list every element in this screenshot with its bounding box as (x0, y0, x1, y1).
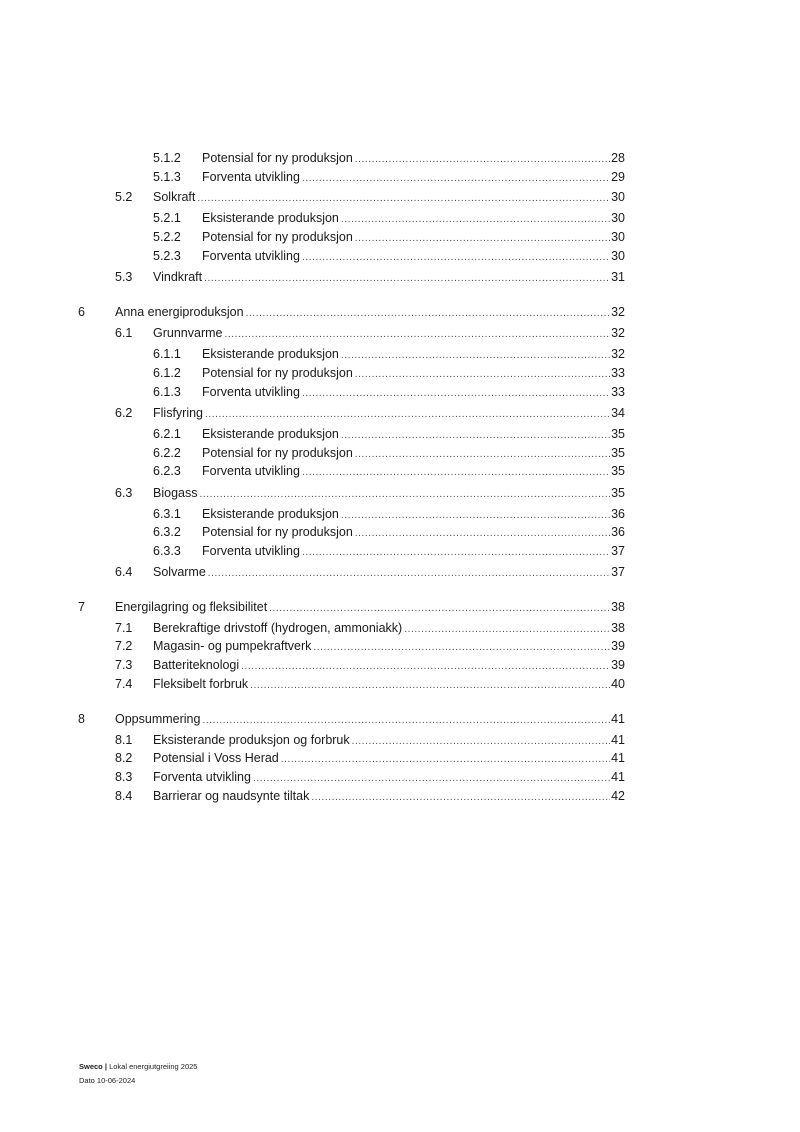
dot-leader (204, 271, 610, 287)
toc-entry[interactable] (153, 365, 625, 383)
toc-page: 30 (611, 230, 625, 244)
toc-entry[interactable] (115, 732, 625, 750)
toc-title: Eksisterande produksjon (202, 507, 339, 521)
toc-page: 31 (611, 270, 625, 284)
footer-document-line (79, 1062, 197, 1072)
toc-number: 6.1.1 (153, 347, 181, 361)
toc-page: 33 (611, 366, 625, 380)
toc-number: 6.3.2 (153, 525, 181, 539)
toc-page: 41 (611, 733, 625, 747)
toc-page: 32 (611, 326, 625, 340)
toc-entry[interactable] (115, 405, 625, 423)
toc-entry[interactable] (78, 304, 625, 322)
toc-title: Solkraft (153, 190, 196, 204)
dot-leader (281, 752, 610, 768)
dot-leader (355, 152, 610, 168)
toc-entry[interactable] (153, 506, 625, 524)
toc-title: Forventa utvikling (153, 770, 251, 784)
toc-title: Eksisterande produksjon og forbruk (153, 733, 350, 747)
toc-title: Eksisterande produksjon (202, 211, 339, 225)
toc-page: 35 (611, 486, 625, 500)
toc-page: 41 (611, 751, 625, 765)
toc-number: 6.2.3 (153, 464, 181, 478)
toc-title: Grunnvarme (153, 326, 223, 340)
toc-title: Potensial i Voss Herad (153, 751, 279, 765)
toc-page: 36 (611, 507, 625, 521)
toc-title: Forventa utvikling (202, 544, 300, 558)
toc-number: 8.1 (115, 733, 133, 747)
toc-entry[interactable] (153, 426, 625, 444)
toc-entry[interactable] (115, 269, 625, 287)
toc-number: 5.1.2 (153, 151, 181, 165)
toc-number: 7.4 (115, 677, 133, 691)
toc-number: 6.1 (115, 326, 133, 340)
toc-number: 5.2 (115, 190, 133, 204)
toc-title: Fleksibelt forbruk (153, 677, 249, 691)
toc-title: Solvarme (153, 565, 206, 579)
toc-entry[interactable] (153, 543, 625, 561)
dot-leader (302, 545, 610, 561)
dot-leader (355, 526, 610, 542)
toc-entry[interactable] (153, 384, 625, 402)
toc-title: Anna energiproduksjon (115, 305, 244, 319)
toc-page: 39 (611, 658, 625, 672)
toc-title: Forventa utvikling (202, 249, 300, 263)
toc-page: 30 (611, 211, 625, 225)
toc-number: 6.3 (115, 486, 133, 500)
toc-title: Biogass (153, 486, 198, 500)
toc-number: 6.1.2 (153, 366, 181, 380)
dot-leader (302, 250, 610, 266)
dot-leader (241, 659, 610, 675)
toc-page: 42 (611, 789, 625, 803)
toc-number: 6.2.1 (153, 427, 181, 441)
toc-number: 6.3.3 (153, 544, 181, 558)
dot-leader (246, 306, 611, 322)
toc-title: Vindkraft (153, 270, 203, 284)
dot-leader (355, 367, 610, 383)
toc-entry[interactable] (115, 676, 625, 694)
dot-leader (341, 508, 610, 524)
footer-separator: | (104, 1062, 107, 1071)
toc-number: 8 (78, 712, 85, 726)
toc-entry[interactable] (153, 150, 625, 168)
toc-title: Barrierar og naudsynte tiltak (153, 789, 310, 803)
toc-page: 38 (611, 600, 625, 614)
dot-leader (197, 191, 610, 207)
toc-number: 8.2 (115, 751, 133, 765)
toc-entry[interactable] (115, 769, 625, 787)
toc-title: Potensial for ny produksjon (202, 525, 353, 539)
dot-leader (302, 171, 610, 187)
dot-leader (341, 348, 610, 364)
toc-number: 7 (78, 600, 85, 614)
toc-entry[interactable] (115, 620, 625, 638)
dot-leader (404, 622, 610, 638)
toc-number: 6.4 (115, 565, 133, 579)
toc-page: 32 (611, 305, 625, 319)
toc-entry[interactable] (115, 564, 625, 582)
toc-entry[interactable] (153, 445, 625, 463)
footer-date: Dato 10-06-2024 (79, 1076, 136, 1085)
toc-entry[interactable] (153, 229, 625, 247)
toc-number: 6.2 (115, 406, 133, 420)
footer-company: Sweco (79, 1062, 103, 1071)
dot-leader (202, 713, 610, 729)
toc-title: Potensial for ny produksjon (202, 366, 353, 380)
toc-title: Berekraftige drivstoff (hydrogen, ammoniakk) (153, 621, 403, 635)
toc-entry[interactable] (153, 346, 625, 364)
toc-number: 6.2.2 (153, 446, 181, 460)
toc-entry[interactable] (115, 788, 625, 806)
toc-title: Potensial for ny produksjon (202, 446, 353, 460)
toc-number: 5.2.2 (153, 230, 181, 244)
toc-number: 6 (78, 305, 85, 319)
toc-entry[interactable] (153, 524, 625, 542)
toc-entry[interactable] (115, 750, 625, 768)
toc-title: Potensial for ny produksjon (202, 230, 353, 244)
toc-page: 33 (611, 385, 625, 399)
toc-page: 41 (611, 770, 625, 784)
toc-page: 34 (611, 406, 625, 420)
toc-page: 28 (611, 151, 625, 165)
toc-number: 5.1.3 (153, 170, 181, 184)
dot-leader (352, 734, 610, 750)
toc-entry[interactable] (78, 711, 625, 729)
toc-title: Forventa utvikling (202, 464, 300, 478)
toc-number: 6.1.3 (153, 385, 181, 399)
toc-page: 38 (611, 621, 625, 635)
toc-entry[interactable] (153, 169, 625, 187)
toc-page: 29 (611, 170, 625, 184)
toc-page: 37 (611, 544, 625, 558)
dot-leader (224, 327, 610, 343)
toc-title: Eksisterande produksjon (202, 427, 339, 441)
dot-leader (302, 465, 610, 481)
toc-entry[interactable] (153, 248, 625, 266)
toc-title: Batteriteknologi (153, 658, 240, 672)
dot-leader (208, 566, 610, 582)
toc-entry[interactable] (153, 210, 625, 228)
toc-number: 8.4 (115, 789, 133, 803)
dot-leader (355, 447, 610, 463)
dot-leader (302, 386, 610, 402)
toc-title: Energilagring og fleksibilitet (115, 600, 268, 614)
toc-entry[interactable] (115, 325, 625, 343)
toc-page: 37 (611, 565, 625, 579)
toc-page: 36 (611, 525, 625, 539)
toc-entry[interactable] (78, 599, 625, 617)
toc-page: 40 (611, 677, 625, 691)
toc-title: Flisfyring (153, 406, 204, 420)
dot-leader (355, 231, 610, 247)
toc-title: Eksisterande produksjon (202, 347, 339, 361)
toc-number: 7.3 (115, 658, 133, 672)
dot-leader (341, 212, 610, 228)
toc-page: 32 (611, 347, 625, 361)
dot-leader (269, 601, 610, 617)
footer-document-title: Lokal energiutgreiing 2025 (109, 1062, 198, 1071)
toc-title: Oppsummering (115, 712, 201, 726)
toc-number: 7.2 (115, 639, 133, 653)
dot-leader (313, 640, 610, 656)
toc-page: 35 (611, 427, 625, 441)
toc-entry[interactable] (115, 189, 625, 207)
toc-title: Magasin- og pumpekraftverk (153, 639, 312, 653)
toc-number: 8.3 (115, 770, 133, 784)
toc-entry[interactable] (115, 638, 625, 656)
toc-page: 39 (611, 639, 625, 653)
dot-leader (199, 487, 610, 503)
toc-page: 30 (611, 249, 625, 263)
toc-title: Forventa utvikling (202, 170, 300, 184)
toc-title: Forventa utvikling (202, 385, 300, 399)
toc-title: Potensial for ny produksjon (202, 151, 353, 165)
toc-page: 35 (611, 446, 625, 460)
toc-page: 35 (611, 464, 625, 478)
toc-page: 41 (611, 712, 625, 726)
dot-leader (205, 407, 610, 423)
dot-leader (253, 771, 610, 787)
toc-number: 7.1 (115, 621, 133, 635)
toc-entry[interactable] (115, 485, 625, 503)
toc-entry[interactable] (115, 657, 625, 675)
toc-page: 30 (611, 190, 625, 204)
toc-number: 6.3.1 (153, 507, 181, 521)
toc-entry[interactable] (153, 463, 625, 481)
toc-number: 5.3 (115, 270, 133, 284)
dot-leader (311, 790, 610, 806)
dot-leader (341, 428, 610, 444)
toc-number: 5.2.1 (153, 211, 181, 225)
dot-leader (250, 678, 610, 694)
toc-number: 5.2.3 (153, 249, 181, 263)
